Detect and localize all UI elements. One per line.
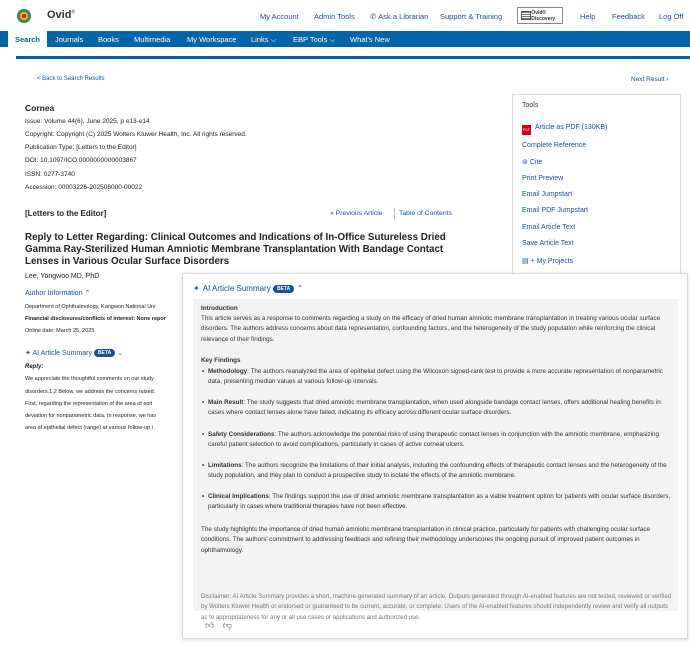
ovid-logo-text[interactable]: Ovid® [47,9,76,21]
article-pdf-link[interactable]: PDF Article as PDF (130KB) [522,124,607,135]
feedback-link[interactable]: Feedback [612,12,645,21]
body-line: We appreciate the thoughtful comments on our study [25,376,154,382]
conclusion-text: The study highlights the importance of dried human amniotic membrane transplantation in clinical practice, particularly for patients with challenging ocular surface conditions. The authors' commitment to addressing feedback and refining their methodology underscores the ongoing pursuit of improved patient outcomes in ophthalmology. [201,526,651,554]
issn: ISSN: 0277-3740 [25,171,75,178]
tools-title: Tools [522,102,539,109]
ovid-discovery-badge[interactable] [517,7,563,24]
chevron-down-icon: ⌵ [270,35,277,44]
save-article-text-link[interactable]: Save Article Text [522,240,574,247]
disclosures: Financial disclosures/conflicts of interest: None repor [25,316,166,322]
key-findings-heading: Key Findings [201,357,241,364]
ai-summary-toggle[interactable]: ✦ AI Article Summary BETA ⌃ [193,284,304,293]
next-result-link[interactable]: Next Result › [631,76,669,83]
finding-item: • Clinical Implications: The findings support the use of dried amniotic membrane transplantation as a viable treatment option for patients with ocular surface disorders, particularly in cases where traditional therapies have not been effective. [202,493,671,511]
email-article-text-link[interactable]: Email Article Text [522,224,576,231]
finding-item: • Methodology: The authors reanalyzed the area of epithelial defect using the Wilcoxon signed-rank test to provide a more accurate representation of nonparametric data, presenting median values at various follow-up intervals. [202,368,663,386]
help-link[interactable]: Help [580,12,596,21]
chevron-up-icon: ⌃ [296,284,304,293]
disclaimer-text: Disclaimer: AI Article Summary provides a short, machine-generated summary of an article. Outputs generated through AI-enabled features are not tested, reviewed or verified by Wolters Kluwer Health or endorsed or guaranteed to be current, accurate, or complete. Users of the AI-enabled features should independently review and verify all outputs as to appropriateness for any or all use cases or applications and authorized use. [201,593,672,621]
ovid-logo-icon[interactable] [17,9,31,23]
tab-multimedia[interactable]: Multimedia [134,35,171,44]
my-account-link[interactable]: My Account [260,12,299,21]
chevron-down-icon: ⌵ [329,35,336,44]
previous-article-link[interactable]: « Previous Article [330,210,383,217]
intro-heading: Introduction [201,305,238,312]
table-of-contents-link[interactable]: Table of Contents [399,210,452,217]
beta-badge: BETA [273,285,294,293]
body-line: disorders.1,2 Below, we address the concerns raised. [25,389,156,395]
body-line: First, regarding the representation of the area of epit [25,401,153,407]
doi: DOI: 10.1097/ICO.0000000000003867 [25,157,137,164]
logoff-link[interactable]: Log Off [659,12,684,21]
tab-journals[interactable]: Journals [55,35,84,44]
top-header [0,0,690,31]
reply-heading: Reply: [25,364,44,370]
cite-icon: ⊚ [522,159,528,166]
author-information-toggle[interactable]: Author Information ⌃ [25,290,91,297]
cite-link[interactable]: ⊚ Cite [522,159,543,166]
section-type: [Letters to the Editor] [25,209,107,218]
email-jumpstart-link[interactable]: Email Jumpstart [522,191,573,198]
online-date: Online date: March 25, 2025 [25,328,95,334]
issue-info: Issue: Volume 44(6), June 2025, p e13-e14 [25,118,150,125]
affiliation: Department of Ophthalmology, Kangwon National Uni [25,304,156,310]
finding-item: • Main Result: The study suggests that dried amniotic membrane transplantation, when used alongside bandage contact lenses, offers additional healing benefits in cases where contact lenses alone have failed, indicating its efficacy across different ocular surface disorders. [202,399,661,417]
article-title: Reply to Letter Regarding: Clinical Outcomes and Indications of In-Office Sutureless Dried Gamma Ray-Sterilized Human Amniotic Membrane Transplantation With Bandage Contact Lenses in Various Ocular Surface Disorders [25,232,446,267]
my-projects-link[interactable]: ▤ + My Projects [522,258,574,265]
tab-links[interactable]: Links ⌵ [251,35,277,44]
thumbs-up-icon[interactable]: 👍︎ [205,620,215,630]
tools-panel [512,94,681,274]
tab-books[interactable]: Books [98,35,119,44]
main-nav [0,31,690,47]
publication-type: Publication Type: [Letters to the Editor] [25,144,137,151]
support-training-link[interactable]: Support & Training [440,12,503,21]
body-line: area of epithelial defect (range) at various follow-up i [25,425,153,431]
ai-summary-content [193,299,678,621]
sparkle-icon: ✦ [193,284,200,293]
badge-text: Ovid® Discovery [531,9,556,22]
nav-divider [16,56,690,59]
tab-ebp-tools[interactable]: EBP Tools ⌵ [293,35,336,44]
back-to-results-link[interactable]: < Back to Search Results [37,76,105,82]
admin-tools-link[interactable]: Admin Tools [314,12,355,21]
complete-reference-link[interactable]: Complete Reference [522,142,587,149]
tab-search[interactable]: Search [8,31,47,47]
intro-text: This article serves as a response to comments regarding a study on the efficacy of dried human amniotic membrane transplantation in treating various ocular surface disorders. The authors address concerns about data representation, confounding factors, and the heterogeneity of the study population while reinforcing the clinical relevance of their findings. [201,315,661,343]
chevron-down-icon: ⌄ [117,350,123,357]
pdf-icon: PDF [522,125,531,135]
tab-my-workspace[interactable]: My Workspace [187,35,237,44]
folder-icon: ▤ [522,258,529,265]
ai-summary-panel [182,273,688,639]
chevron-up-icon: ⌃ [84,290,91,297]
sparkle-icon: ✦ [25,350,31,357]
journal-name: Cornea [25,103,55,113]
barcode-icon [521,11,531,20]
print-preview-link[interactable]: Print Preview [522,175,564,182]
finding-item: • Safety Considerations: The authors acknowledge the potential risks of using therapeutic contact lenses in conjunction with the amniotic membrane, emphasizing careful patient selection to avoid complications, particularly in cases of active corneal ulcers. [202,431,660,449]
body-line: deviation for nonparametric data. In response, we hav [25,413,157,419]
thumbs-down-icon[interactable]: 👎︎ [222,620,233,630]
authors: Lee, Yongwoo MD, PhD [25,273,100,280]
accession: Accession: 00003226-202506000-00022 [25,184,143,191]
ask-librarian-link[interactable]: ✆ Ask a Librarian [370,12,429,21]
feedback-buttons [205,620,232,631]
email-pdf-jumpstart-link[interactable]: Email PDF Jumpstart [522,207,589,214]
link-separator [394,208,395,219]
tab-whats-new[interactable]: What's New [350,35,390,44]
ai-summary-inline-toggle[interactable]: ✦ AI Article Summary BETA ⌄ [25,350,123,357]
finding-item: • Limitations: The authors recognize the limitations of their initial analysis, including the confounding effects of therapeutic contact lenses and the heterogeneity of the study population, and they plan to conduct a prospective study to isolate the effects of the amniotic membrane. [202,462,667,480]
beta-badge: BETA [94,349,115,357]
question-icon: ✆ [370,12,377,21]
copyright-info: Copyright: Copyright (C) 2025 Wolters Kluwer Health, Inc. All rights reserved. [25,131,247,138]
